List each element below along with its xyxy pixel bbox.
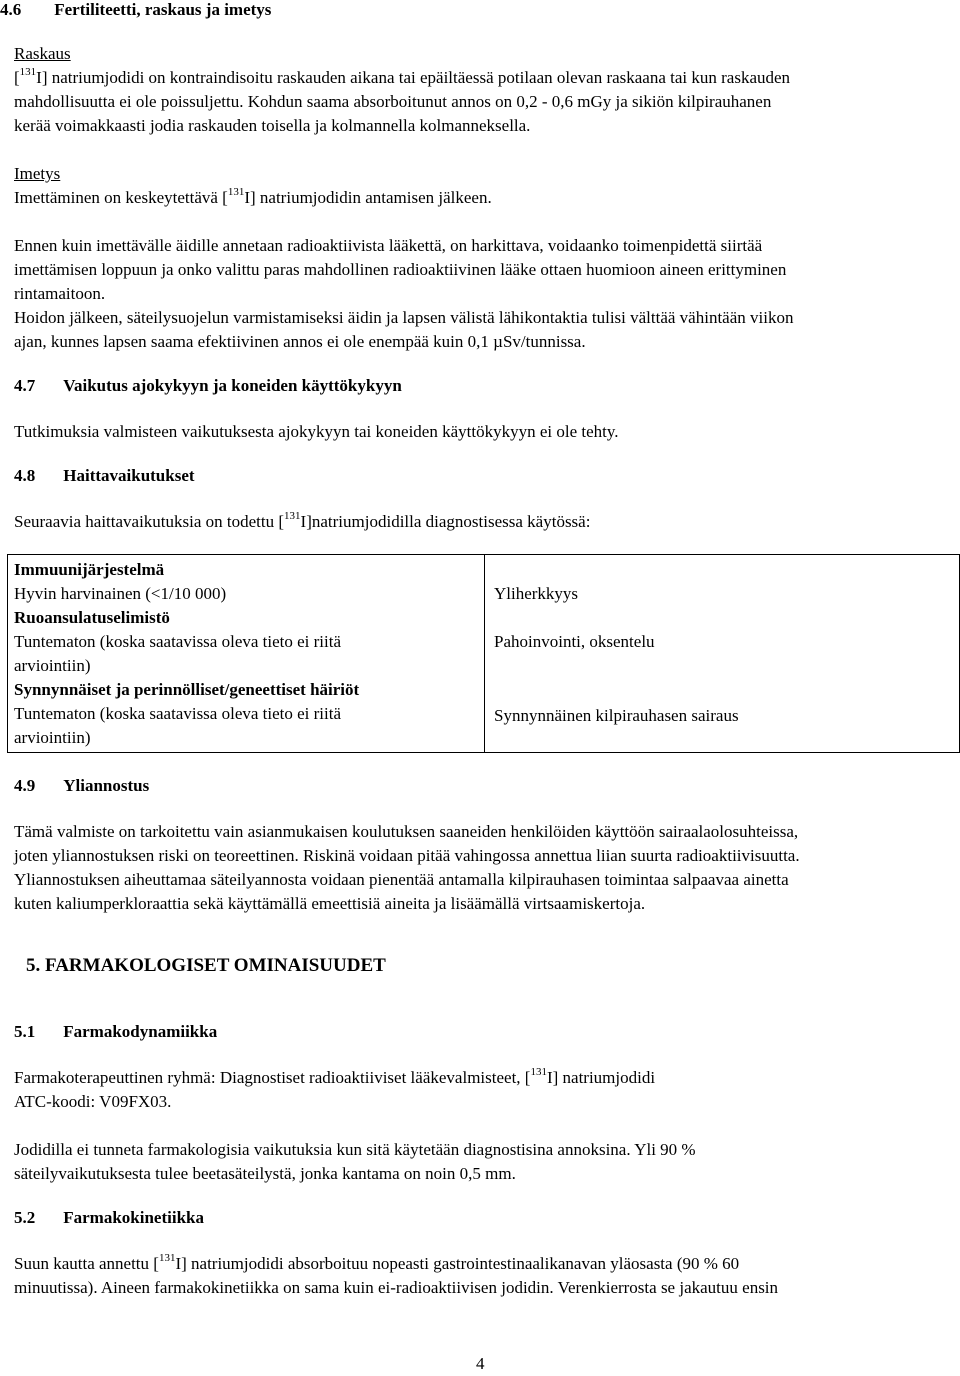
pharmacodynamics-line-4: säteilyvaikutuksesta tulee beetasäteilystä, jonka kantama on noin 0,5 mm. <box>14 1164 516 1183</box>
section-title: Fertiliteetti, raskaus ja imetys <box>54 0 272 19</box>
lactation-line-1 <box>14 186 492 210</box>
adverse-effects-table <box>7 554 960 753</box>
section-number: 4.7 <box>14 376 36 395</box>
section-title: Vaikutus ajokykyyn ja koneiden käyttökykyyn <box>63 376 402 395</box>
section-title: Haittavaikutukset <box>63 466 195 485</box>
chapter-heading-5: 5. FARMAKOLOGISET OMINAISUUDET <box>26 955 386 976</box>
frequency-continued: arviointiin) <box>14 656 91 675</box>
overdose-line-1: Tämä valmiste on tarkoitettu vain asianmukaisen koulutuksen saaneiden henkilöiden käyttöön sairaalaolosuhteissa, <box>14 822 799 841</box>
lactation-para-1-line-3: rintamaitoon. <box>14 284 106 303</box>
section-heading-5-1 <box>14 1020 217 1044</box>
adverse-intro <box>14 510 590 534</box>
text-run: I]natriumjodidilla diagnostisessa käytössä: <box>300 512 591 531</box>
bracket-open: [ <box>14 68 20 87</box>
lactation-para-1-line-2: imettämisen loppuun ja onko valittu paras mahdollinen radioaktiivinen lääke ottaen huomioon aineen erittyminen <box>14 260 787 279</box>
text-run: I] natriumjodidi on kontraindisoitu raskauden aikana tai epäiltäessä potilaan olevan raskaana tai kun raskauden <box>36 68 791 87</box>
section-number: 4.8 <box>14 466 36 485</box>
isotope-superscript: 131 <box>19 66 37 78</box>
section-heading-4-9 <box>14 774 149 798</box>
frequency: Tuntematon (koska saatavissa oleva tieto ei riitä <box>14 704 342 723</box>
section-heading-5-2 <box>14 1206 204 1230</box>
lactation-para-2-line-1: Hoidon jälkeen, säteilysuojelun varmistamiseksi äidin ja lapsen välistä lähikontaktia tulisi välttää vähintään viikon <box>14 308 794 327</box>
text-run: I] natriumjodidin antamisen jälkeen. <box>244 188 492 207</box>
isotope-superscript: 131 <box>284 510 301 522</box>
overdose-line-4: kuten kaliumperkloraattia sekä käyttämällä emeettisiä aineita ja lisäämällä virtsaamiskertoja. <box>14 894 646 913</box>
adverse-effect: Pahoinvointi, oksentelu <box>494 632 655 651</box>
frequency-continued: arviointiin) <box>14 728 91 747</box>
overdose-line-2: joten yliannostuksen riski on teoreettinen. Riskinä voidaan pitää vahingossa annettua liian suurta radioaktiivisuutta. <box>14 846 800 865</box>
text-run: Seuraavia haittavaikutuksia on todettu [ <box>14 512 285 531</box>
section-title: Farmakodynamiikka <box>63 1022 218 1041</box>
frequency: Tuntematon (koska saatavissa oleva tieto ei riitä <box>14 632 342 651</box>
text-run: Farmakoterapeuttinen ryhmä: Diagnostiset radioaktiiviset lääkevalmisteet, [ <box>14 1068 531 1087</box>
driving-text: Tutkimuksia valmisteen vaikutuksesta ajokykyyn tai koneiden käyttökykyyn ei ole tehty. <box>14 422 619 441</box>
isotope-superscript: 131 <box>530 1066 547 1078</box>
section-number: 4.6 <box>0 0 22 19</box>
atc-code: ATC-koodi: V09FX03. <box>14 1092 172 1111</box>
pharmacokinetics-line-1 <box>14 1252 739 1276</box>
isotope-superscript: 131 <box>227 186 245 198</box>
pharmacodynamics-line-3: Jodidilla ei tunneta farmakologisia vaikutuksia kun sitä käytetään diagnostisina annoksina. Yli 90 % <box>14 1140 696 1159</box>
section-heading-4-7 <box>14 374 402 398</box>
pregnancy-subheading: Raskaus <box>14 44 71 63</box>
section-number: 5.2 <box>14 1208 36 1227</box>
section-number: 5.1 <box>14 1022 36 1041</box>
organ-class: Ruoansulatuselimistö <box>14 608 170 627</box>
overdose-line-3: Yliannostuksen aiheuttamaa säteilyannosta voidaan pienentää antamalla kilpirauhasen toimintaa salpaavaa ainetta <box>14 870 789 889</box>
section-title: Farmakokinetiikka <box>63 1208 204 1227</box>
table-cell-left <box>8 555 485 753</box>
text-run: I] natriumjodidi <box>546 1068 656 1087</box>
section-heading-4-6 <box>0 0 271 22</box>
frequency: Hyvin harvinainen (<1/10 000) <box>14 584 227 603</box>
adverse-effect: Yliherkkyys <box>494 584 579 603</box>
organ-class: Immuunijärjestelmä <box>14 560 165 579</box>
section-heading-4-8 <box>14 464 195 488</box>
table-cell-right <box>485 555 960 753</box>
text-run: Suun kautta annettu [ <box>14 1254 159 1273</box>
adverse-effect: Synnynnäinen kilpirauhasen sairaus <box>494 706 739 725</box>
pregnancy-line-1 <box>14 66 790 90</box>
pharmacokinetics-line-2: minuutissa). Aineen farmakokinetiikka on sama kuin ei-radioaktiivisen jodidin. Verenkierrosta se jakautuu ensin <box>14 1278 779 1297</box>
pregnancy-line-3: kerää voimakkaasti jodia raskauden toisella ja kolmannella kolmanneksella. <box>14 116 531 135</box>
table-row <box>8 555 960 753</box>
page-number: 4 <box>476 1354 485 1373</box>
lactation-para-2-line-2: ajan, kunnes lapsen saama efektiivinen annos ei ole enempää kuin 0,1 µSv/tunnissa. <box>14 332 586 351</box>
text-run: I] natriumjodidi absorboituu nopeasti gastrointestinaalikanavan yläosasta (90 % 60 <box>175 1254 740 1273</box>
lactation-para-1-line-1: Ennen kuin imettävälle äidille annetaan radioaktiivista lääkettä, on harkittava, voidaanko toimenpidettä siirtää <box>14 236 763 255</box>
section-number: 4.9 <box>14 776 36 795</box>
text-run: Imettäminen on keskeytettävä [ <box>14 188 228 207</box>
pregnancy-line-2: mahdollisuutta ei ole poissuljettu. Kohdun saama absorboitunut annos on 0,2 - 0,6 mGy ja sikiön kilpirauhanen <box>14 92 772 111</box>
organ-class: Synnynnäiset ja perinnölliset/geneettiset häiriöt <box>14 680 360 699</box>
lactation-subheading: Imetys <box>14 164 61 183</box>
section-title: Yliannostus <box>63 776 150 795</box>
isotope-superscript: 131 <box>158 1252 176 1264</box>
pharmacodynamics-line-1 <box>14 1066 655 1090</box>
